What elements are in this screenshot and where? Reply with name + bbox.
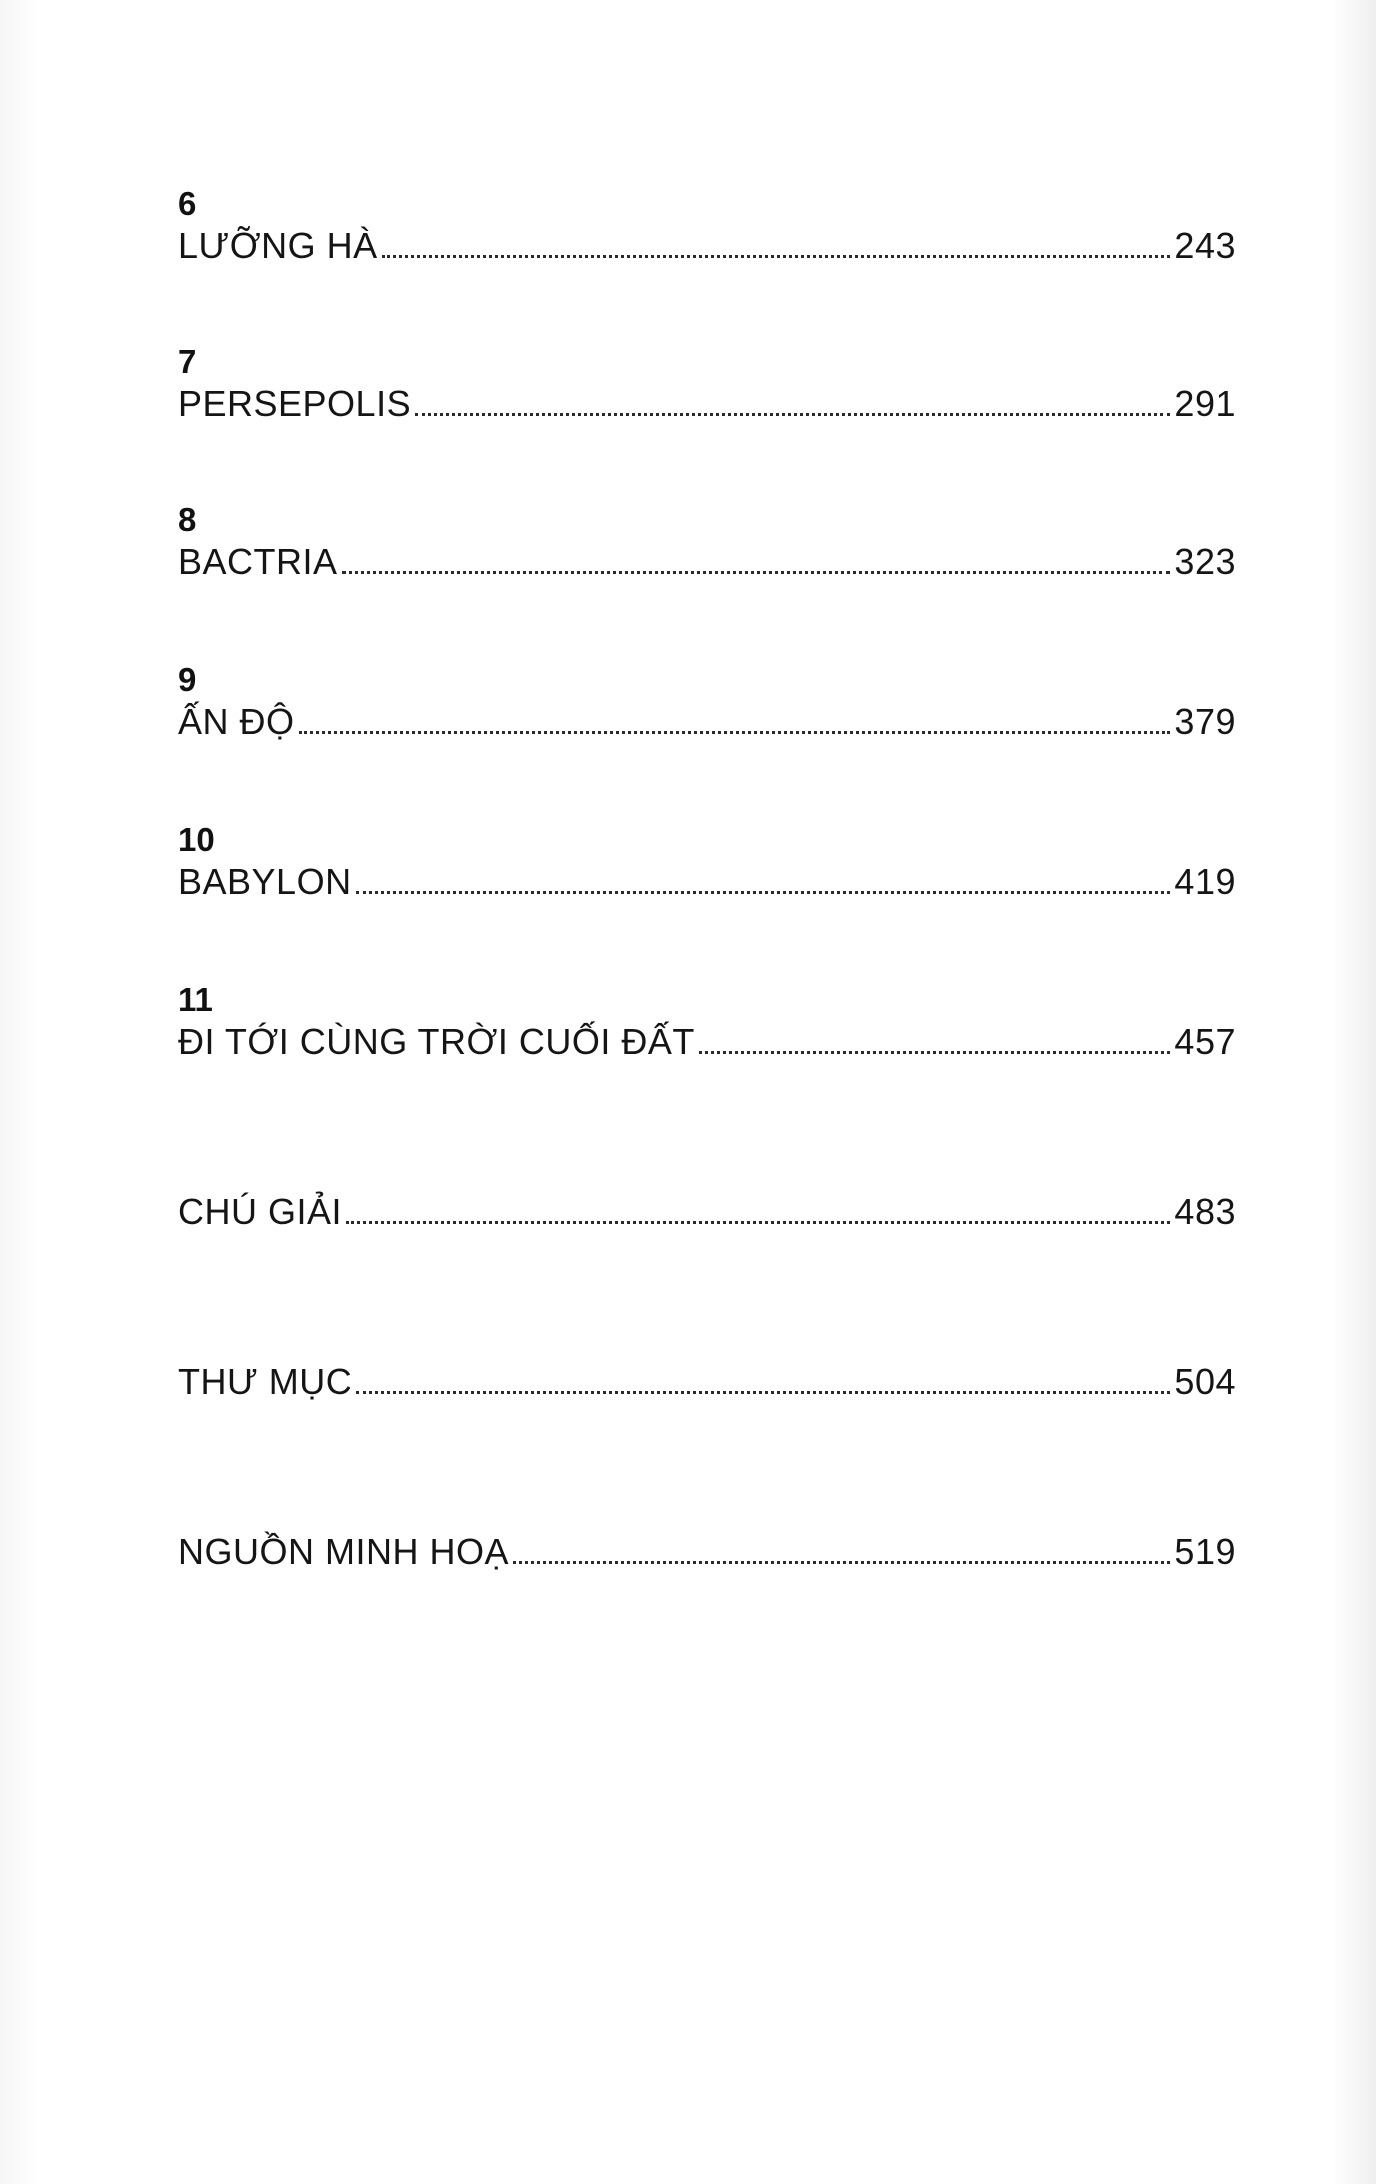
toc-entry (178, 820, 1236, 904)
dot-leader (415, 412, 1170, 416)
toc-line (178, 1190, 1236, 1234)
chapter-number: 6 (178, 185, 197, 222)
chapter-title: BACTRIA (178, 541, 338, 582)
section-title: THƯ MỤC (178, 1361, 353, 1402)
chapter-title: PERSEPOLIS (178, 383, 412, 424)
toc-line (178, 860, 1236, 904)
toc-line (178, 1530, 1236, 1574)
page-number: 379 (1174, 701, 1236, 742)
toc-entry (178, 500, 1236, 584)
chapter-title: BABYLON (178, 861, 352, 902)
toc-entry (178, 1530, 1236, 1574)
dot-leader (299, 730, 1171, 734)
toc-entry (178, 342, 1236, 426)
toc-line (178, 224, 1236, 268)
page-number: 483 (1174, 1191, 1236, 1232)
dot-leader (699, 1050, 1171, 1054)
dot-leader (342, 570, 1171, 574)
page-number: 291 (1174, 383, 1236, 424)
toc-line (178, 540, 1236, 584)
chapter-number: 11 (178, 981, 213, 1018)
page-number: 323 (1174, 541, 1236, 582)
chapter-title: ẤN ĐỘ (178, 701, 295, 742)
toc-entry (178, 980, 1236, 1064)
chapter-number: 7 (178, 343, 197, 380)
chapter-number: 8 (178, 501, 197, 538)
dot-leader (513, 1560, 1170, 1564)
toc-entry (178, 184, 1236, 268)
chapter-title: LƯỠNG HÀ (178, 225, 378, 266)
toc-line (178, 700, 1236, 744)
page-number: 519 (1174, 1531, 1236, 1572)
section-title: CHÚ GIẢI (178, 1191, 343, 1232)
chapter-title: ĐI TỚI CÙNG TRỜI CUỐI ĐẤT (178, 1021, 695, 1062)
dot-leader (356, 1390, 1170, 1394)
dot-leader (346, 1220, 1170, 1224)
toc-line (178, 382, 1236, 426)
chapter-number: 9 (178, 661, 197, 698)
toc-entry (178, 1360, 1236, 1404)
toc-entry (178, 660, 1236, 744)
page-number: 504 (1174, 1361, 1236, 1402)
section-title: NGUỒN MINH HOẠ (178, 1531, 509, 1572)
page-number: 457 (1174, 1021, 1236, 1062)
page-number: 243 (1174, 225, 1236, 266)
toc-entry (178, 1190, 1236, 1234)
chapter-number: 10 (178, 821, 215, 858)
dot-leader (356, 890, 1171, 894)
dot-leader (382, 254, 1171, 258)
page-number: 419 (1174, 861, 1236, 902)
toc-line (178, 1360, 1236, 1404)
toc-line (178, 1020, 1236, 1064)
